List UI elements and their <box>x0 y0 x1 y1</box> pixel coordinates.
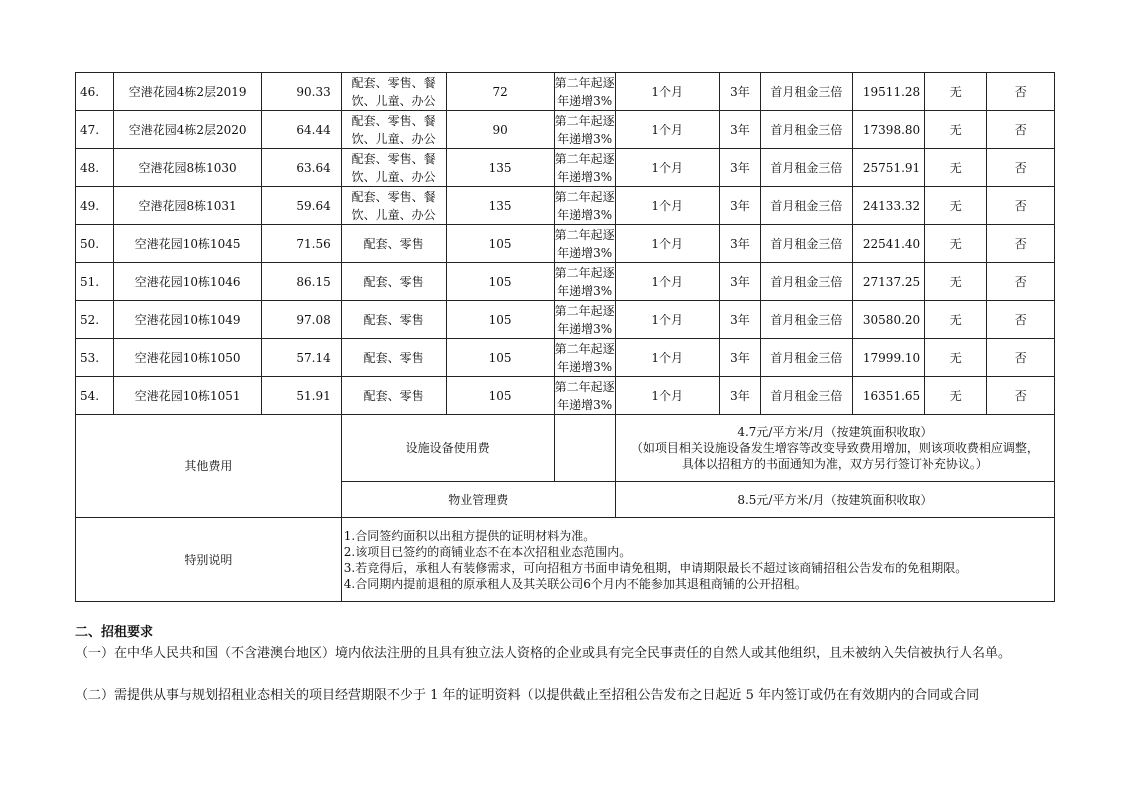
monthly-rent-cell: 25751.91 <box>852 149 925 187</box>
row-number-cell: 54. <box>76 377 114 415</box>
special-notes <box>341 518 1054 602</box>
status-col-a-cell: 无 <box>925 225 987 263</box>
table-row <box>76 225 1055 263</box>
status-col-a-cell: 无 <box>925 339 987 377</box>
rent-increase-cell: 第二年起逐年递增3% <box>554 377 615 415</box>
unit-name-cell: 空港花园10栋1045 <box>114 225 261 263</box>
unit-price-cell: 105 <box>446 225 554 263</box>
monthly-rent-cell: 17999.10 <box>852 339 925 377</box>
unit-area-cell: 97.08 <box>261 301 341 339</box>
deposit-terms-cell: 首月租金三倍 <box>761 73 852 111</box>
lease-term-cell: 3年 <box>719 225 761 263</box>
unit-price-cell: 105 <box>446 377 554 415</box>
unit-name-cell: 空港花园4栋2层2019 <box>114 73 261 111</box>
unit-name-cell: 空港花园10栋1050 <box>114 339 261 377</box>
unit-price-cell: 135 <box>446 187 554 225</box>
rent-free-period-cell: 1个月 <box>615 187 719 225</box>
table-row <box>76 73 1055 111</box>
rent-increase-cell: 第二年起逐年递增3% <box>554 149 615 187</box>
status-col-b-cell: 否 <box>987 111 1055 149</box>
business-type-cell: 配套、零售 <box>341 339 446 377</box>
rent-free-period-cell: 1个月 <box>615 149 719 187</box>
table-row <box>76 263 1055 301</box>
deposit-terms-cell: 首月租金三倍 <box>761 377 852 415</box>
row-number-cell: 48. <box>76 149 114 187</box>
lease-table <box>75 72 1055 602</box>
table-row <box>76 187 1055 225</box>
unit-name-cell: 空港花园4栋2层2020 <box>114 111 261 149</box>
facility-fee-line: 具体以招租方的书面通知为准，双方另行签订补充协议。） <box>681 457 988 471</box>
monthly-rent-cell: 24133.32 <box>852 187 925 225</box>
unit-price-cell: 90 <box>446 111 554 149</box>
rent-free-period-cell: 1个月 <box>615 301 719 339</box>
unit-price-cell: 72 <box>446 73 554 111</box>
business-type-cell: 配套、零售、餐饮、儿童、办公 <box>341 187 446 225</box>
lease-term-cell: 3年 <box>719 73 761 111</box>
monthly-rent-cell: 17398.80 <box>852 111 925 149</box>
unit-area-cell: 64.44 <box>261 111 341 149</box>
special-note: 2.该项目已签约的商铺业态不在本次招租业态范围内。 <box>343 544 632 559</box>
facility-fee-row <box>76 415 1055 482</box>
special-note: 3.若竞得后，承租人有装修需求，可向招租方书面申请免租期，申请期限最长不超过该商铺招租公告发布的免租期限。 <box>343 560 968 575</box>
deposit-terms-cell: 首月租金三倍 <box>761 225 852 263</box>
rent-increase-cell: 第二年起逐年递增3% <box>554 225 615 263</box>
rent-increase-cell: 第二年起逐年递增3% <box>554 301 615 339</box>
lease-term-cell: 3年 <box>719 301 761 339</box>
deposit-terms-cell: 首月租金三倍 <box>761 149 852 187</box>
status-col-a-cell: 无 <box>925 149 987 187</box>
deposit-terms-cell: 首月租金三倍 <box>761 187 852 225</box>
lease-term-cell: 3年 <box>719 187 761 225</box>
business-type-cell: 配套、零售、餐饮、儿童、办公 <box>341 73 446 111</box>
row-number-cell: 51. <box>76 263 114 301</box>
business-type-cell: 配套、零售 <box>341 263 446 301</box>
lease-term-cell: 3年 <box>719 111 761 149</box>
rent-increase-cell: 第二年起逐年递增3% <box>554 339 615 377</box>
facility-fee-blank <box>554 415 615 482</box>
business-type-cell: 配套、零售 <box>341 377 446 415</box>
lease-term-cell: 3年 <box>719 149 761 187</box>
status-col-a-cell: 无 <box>925 263 987 301</box>
status-col-b-cell: 否 <box>987 263 1055 301</box>
unit-area-cell: 86.15 <box>261 263 341 301</box>
status-col-b-cell: 否 <box>987 73 1055 111</box>
row-number-cell: 52. <box>76 301 114 339</box>
facility-fee-line: 4.7元/平方米/月（按建筑面积收取） <box>737 425 933 439</box>
rent-increase-cell: 第二年起逐年递增3% <box>554 73 615 111</box>
row-number-cell: 49. <box>76 187 114 225</box>
lease-term-cell: 3年 <box>719 339 761 377</box>
table-row <box>76 149 1055 187</box>
unit-area-cell: 71.56 <box>261 225 341 263</box>
status-col-b-cell: 否 <box>987 149 1055 187</box>
unit-name-cell: 空港花园8栋1031 <box>114 187 261 225</box>
row-number-cell: 46. <box>76 73 114 111</box>
row-number-cell: 53. <box>76 339 114 377</box>
lease-term-cell: 3年 <box>719 263 761 301</box>
unit-price-cell: 105 <box>446 263 554 301</box>
status-col-a-cell: 无 <box>925 377 987 415</box>
unit-area-cell: 59.64 <box>261 187 341 225</box>
table-row <box>76 339 1055 377</box>
facility-fee-label: 设施设备使用费 <box>341 415 554 482</box>
unit-name-cell: 空港花园10栋1051 <box>114 377 261 415</box>
rent-increase-cell: 第二年起逐年递增3% <box>554 263 615 301</box>
special-note: 1.合同签约面积以出租方提供的证明材料为准。 <box>343 528 596 543</box>
special-note: 4.合同期内提前退租的原承租人及其关联公司6个月内不能参加其退租商铺的公开招租。 <box>343 576 807 591</box>
rent-free-period-cell: 1个月 <box>615 111 719 149</box>
business-type-cell: 配套、零售 <box>341 301 446 339</box>
unit-area-cell: 57.14 <box>261 339 341 377</box>
status-col-b-cell: 否 <box>987 301 1055 339</box>
facility-fee-line: （如项目相关设施设备发生增容等改变导致费用增加，则该项收费相应调整， <box>630 441 1039 455</box>
mgmt-fee-label: 物业管理费 <box>341 482 615 518</box>
requirements-title: 二、招租要求 <box>75 625 154 640</box>
row-number-cell: 50. <box>76 225 114 263</box>
unit-name-cell: 空港花园10栋1049 <box>114 301 261 339</box>
requirements-paragraph-2: （二）需提供从事与规划招租业态相关的项目经营期限不少于 1 年的证明资料（以提供截止至招租公告发布之日起近 5 年内签订或仍在有效期内的合同或合同 <box>75 688 980 703</box>
mgmt-fee-value: 8.5元/平方米/月（按建筑面积收取） <box>615 482 1054 518</box>
unit-name-cell: 空港花园10栋1046 <box>114 263 261 301</box>
table-row <box>76 301 1055 339</box>
status-col-a-cell: 无 <box>925 301 987 339</box>
row-number-cell: 47. <box>76 111 114 149</box>
business-type-cell: 配套、零售、餐饮、儿童、办公 <box>341 111 446 149</box>
status-col-b-cell: 否 <box>987 339 1055 377</box>
requirements-paragraph-1: （一）在中华人民共和国（不含港澳台地区）境内依法注册的且具有独立法人资格的企业或具有完全民事责任的自然人或其他组织，且未被纳入失信被执行人名单。 <box>75 646 1012 661</box>
other-fees-label: 其他费用 <box>76 415 342 518</box>
monthly-rent-cell: 22541.40 <box>852 225 925 263</box>
deposit-terms-cell: 首月租金三倍 <box>761 111 852 149</box>
monthly-rent-cell: 16351.65 <box>852 377 925 415</box>
rent-free-period-cell: 1个月 <box>615 73 719 111</box>
monthly-rent-cell: 19511.28 <box>852 73 925 111</box>
unit-price-cell: 105 <box>446 339 554 377</box>
table-body <box>76 73 1055 415</box>
table-row <box>76 377 1055 415</box>
deposit-terms-cell: 首月租金三倍 <box>761 339 852 377</box>
rent-free-period-cell: 1个月 <box>615 225 719 263</box>
table-row <box>76 111 1055 149</box>
rent-increase-cell: 第二年起逐年递增3% <box>554 187 615 225</box>
rent-free-period-cell: 1个月 <box>615 339 719 377</box>
rent-free-period-cell: 1个月 <box>615 263 719 301</box>
status-col-a-cell: 无 <box>925 73 987 111</box>
unit-area-cell: 90.33 <box>261 73 341 111</box>
monthly-rent-cell: 27137.25 <box>852 263 925 301</box>
status-col-a-cell: 无 <box>925 111 987 149</box>
unit-price-cell: 135 <box>446 149 554 187</box>
unit-area-cell: 51.91 <box>261 377 341 415</box>
status-col-b-cell: 否 <box>987 225 1055 263</box>
deposit-terms-cell: 首月租金三倍 <box>761 301 852 339</box>
deposit-terms-cell: 首月租金三倍 <box>761 263 852 301</box>
special-row <box>76 518 1055 602</box>
lease-term-cell: 3年 <box>719 377 761 415</box>
unit-area-cell: 63.64 <box>261 149 341 187</box>
unit-price-cell: 105 <box>446 301 554 339</box>
special-label: 特别说明 <box>76 518 342 602</box>
rent-free-period-cell: 1个月 <box>615 377 719 415</box>
rent-increase-cell: 第二年起逐年递增3% <box>554 111 615 149</box>
monthly-rent-cell: 30580.20 <box>852 301 925 339</box>
business-type-cell: 配套、零售、餐饮、儿童、办公 <box>341 149 446 187</box>
status-col-b-cell: 否 <box>987 187 1055 225</box>
status-col-b-cell: 否 <box>987 377 1055 415</box>
status-col-a-cell: 无 <box>925 187 987 225</box>
business-type-cell: 配套、零售 <box>341 225 446 263</box>
facility-fee-desc <box>615 415 1054 482</box>
unit-name-cell: 空港花园8栋1030 <box>114 149 261 187</box>
